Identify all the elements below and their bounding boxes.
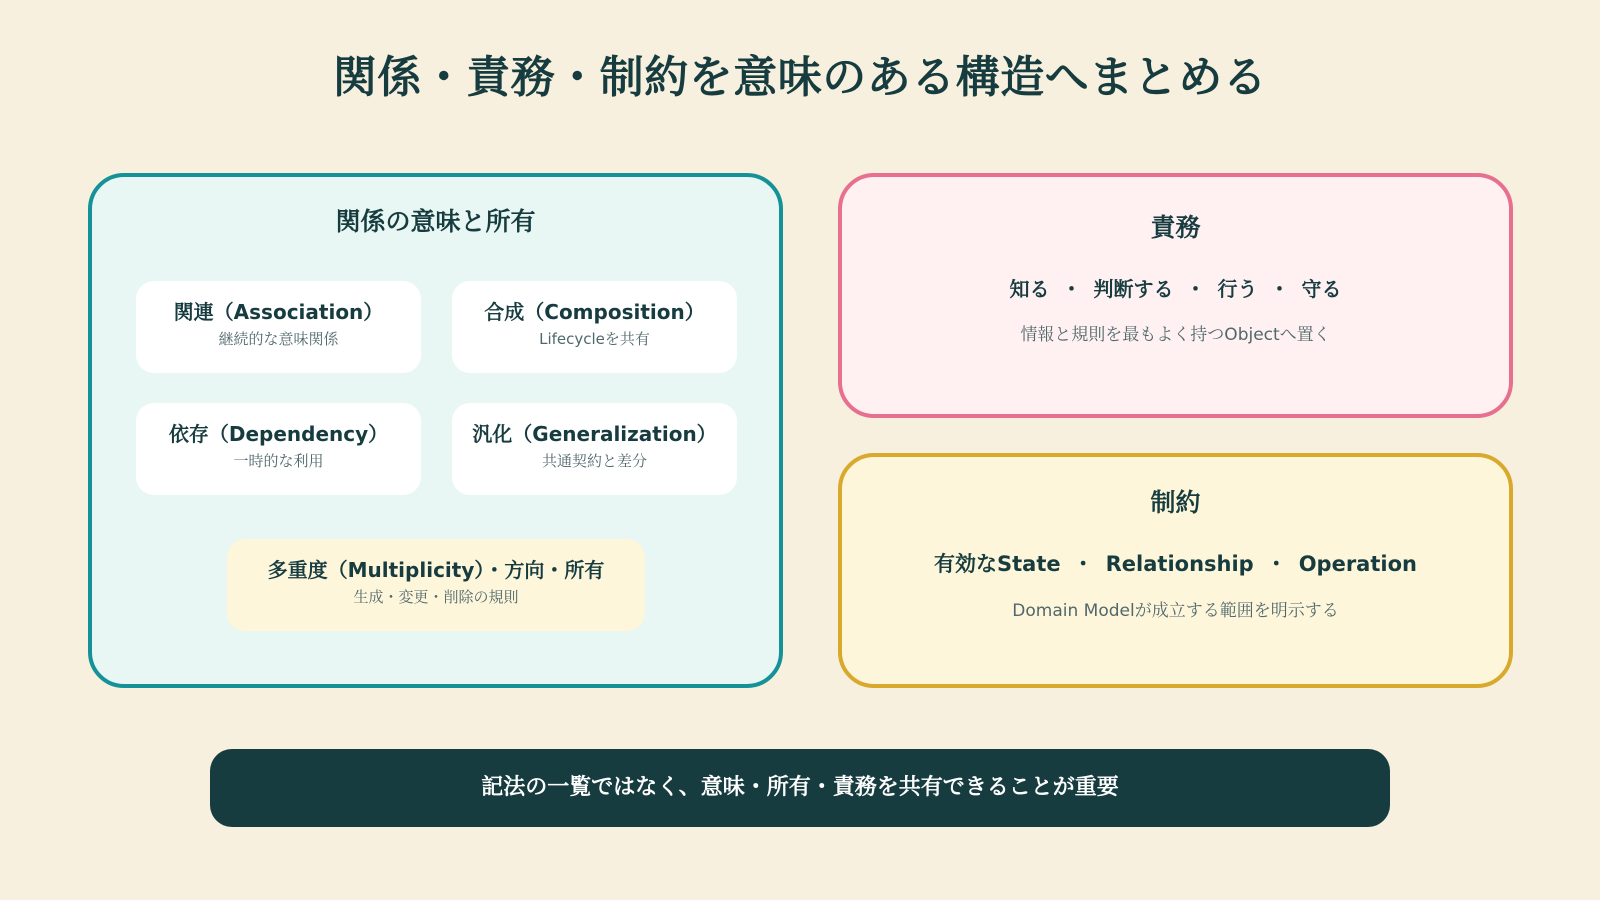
multiplicity-card-subtitle: 生成・変更・削除の規則 xyxy=(353,588,519,606)
constraint-item-operation: Operation xyxy=(1298,552,1417,576)
responsibility-item-do: 行う xyxy=(1217,277,1258,301)
composition-card-title: 合成（Composition） xyxy=(484,300,705,324)
responsibility-separator: ・ xyxy=(1185,277,1206,301)
relations-panel-title: 関係の意味と所有 xyxy=(335,207,536,236)
responsibility-item-judge: 判断する xyxy=(1093,277,1174,301)
generalization-card xyxy=(452,403,737,495)
responsibility-separator: ・ xyxy=(1269,277,1290,301)
dependency-card xyxy=(136,403,421,495)
constraint-description: Domain Modelが成立する範囲を明示する xyxy=(1012,601,1339,621)
page-title: 関係・責務・制約を意味のある構造へまとめる xyxy=(332,52,1268,103)
responsibility-separator: ・ xyxy=(1061,277,1082,301)
generalization-card-subtitle: 共通契約と差分 xyxy=(541,452,647,470)
responsibility-panel-title: 責務 xyxy=(1150,213,1201,242)
responsibility-items xyxy=(842,273,1509,302)
constraint-separator: ・ xyxy=(1072,552,1094,576)
constraint-separator: ・ xyxy=(1265,552,1287,576)
responsibility-item-know: 知る xyxy=(1009,277,1050,301)
constraint-item-relationship: Relationship xyxy=(1105,552,1254,576)
responsibility-item-guard: 守る xyxy=(1301,277,1342,301)
dependency-card-subtitle: 一時的な利用 xyxy=(233,452,324,470)
association-card-subtitle: 継続的な意味関係 xyxy=(218,330,339,348)
footer-banner: 記法の一覧ではなく、意味・所有・責務を共有できることが重要 xyxy=(210,749,1390,827)
composition-card-subtitle: Lifecycleを共有 xyxy=(539,330,650,348)
association-card-title: 関連（Association） xyxy=(173,300,384,324)
relations-panel xyxy=(88,173,783,688)
constraint-item-state: 有効なState xyxy=(934,552,1061,576)
generalization-card-title: 汎化（Generalization） xyxy=(472,422,717,446)
constraint-panel xyxy=(838,453,1513,688)
association-card xyxy=(136,281,421,373)
composition-card xyxy=(452,281,737,373)
dependency-card-title: 依存（Dependency） xyxy=(168,422,389,446)
responsibility-panel xyxy=(838,173,1513,418)
constraint-panel-title: 制約 xyxy=(1150,488,1201,517)
multiplicity-card xyxy=(227,539,645,631)
constraint-items xyxy=(842,548,1509,578)
multiplicity-card-title: 多重度（Multiplicity）・方向・所有 xyxy=(267,558,605,582)
responsibility-description: 情報と規則を最もよく持つObjectへ置く xyxy=(1020,325,1331,345)
